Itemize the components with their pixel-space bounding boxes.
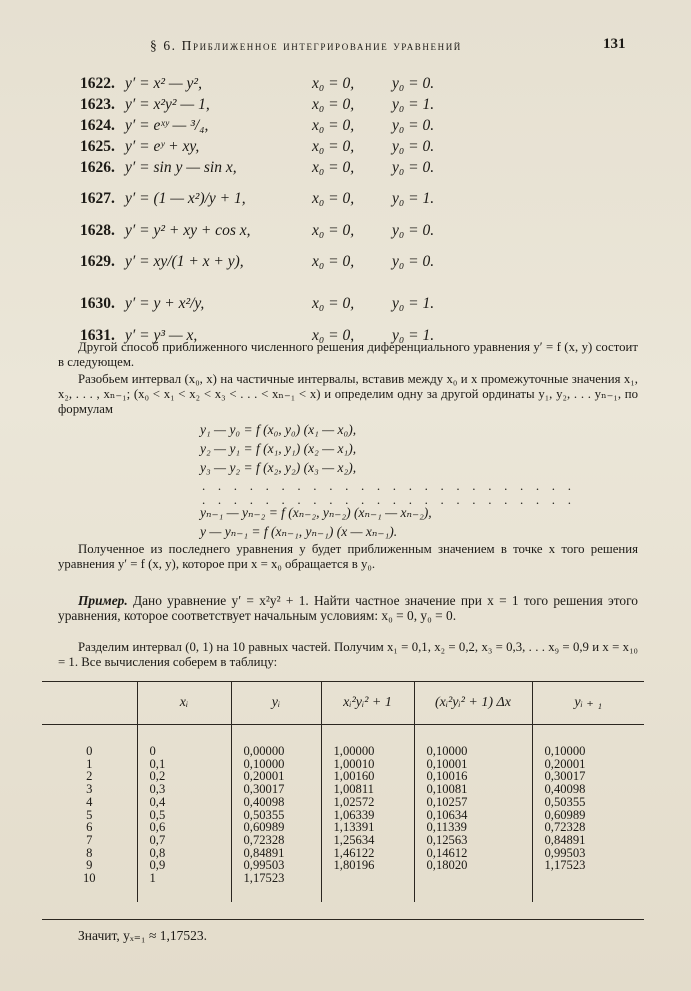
- problem-equation: y′ = eˣʸ — ³/₄,: [125, 117, 209, 134]
- table-cell: 5: [86, 807, 93, 822]
- computation-table: [42, 681, 644, 902]
- problem-number: 1622.: [80, 75, 115, 92]
- example-text: Дано уравнение y′ = x²y² + 1. Найти частное значение при x = 1 того решения этого уравнения, которое соответствует начальным условиям: x₀ = 0, y₀ = 0.: [58, 593, 638, 623]
- problem-1626: [80, 157, 500, 178]
- example-label: Пример.: [78, 593, 128, 608]
- table-cell: 0,2: [137, 770, 231, 783]
- problem-1627: [80, 178, 500, 220]
- table-cell: 0,7: [137, 834, 231, 847]
- problem-1624: [80, 115, 500, 136]
- problem-equation: y′ = y² + xy + cos x,: [125, 222, 251, 239]
- initial-y: y₀ = 0.: [392, 253, 435, 270]
- table-cell: 0,99503: [231, 859, 321, 872]
- table-cell: [414, 872, 532, 902]
- table-cell: 6: [86, 820, 93, 835]
- formula-line: yₙ₋₁ — yₙ₋₂ = f (xₙ₋₂, yₙ₋₂) (xₙ₋₁ — xₙ₋₂),: [200, 505, 432, 520]
- table-cell: 0,30017: [532, 770, 644, 783]
- initial-y: y₀ = 1.: [392, 96, 435, 113]
- table-cell: 1: [137, 872, 231, 902]
- problem-equation: y′ = x² — y²,: [125, 75, 202, 92]
- problem-equation: y′ = xy/(1 + x + y),: [125, 253, 244, 270]
- table-cell: 0,84891: [231, 847, 321, 860]
- table-row: [42, 859, 644, 872]
- problem-equation: y′ = sin y — sin x,: [125, 159, 237, 176]
- table-cell: 9: [86, 858, 93, 873]
- table-spacer: [42, 725, 644, 746]
- conclusion: Значит, yₓ₌₁ ≈ 1,17523.: [78, 928, 207, 943]
- table-row: [42, 745, 644, 758]
- table-cell: 0,50355: [532, 796, 644, 809]
- table-header-row: [42, 681, 644, 725]
- problem-1630: [80, 283, 500, 325]
- problem-equation: y′ = eʸ + xy,: [125, 138, 200, 155]
- problem-number: 1631.: [80, 327, 115, 344]
- header-y: yᵢ: [231, 681, 321, 725]
- table-cell: 0,20001: [532, 758, 644, 771]
- table-cell: 0,11339: [414, 821, 532, 834]
- table-cell: 0,40098: [532, 783, 644, 796]
- ellipsis-row: . . . . . . . . . . . . . . . . . . . . . . . .: [202, 478, 576, 493]
- table-cell: 0,12563: [414, 834, 532, 847]
- problem-1629: [80, 241, 500, 283]
- paragraph-result: Полученное из последнего уравнения y будет приближенным значением в точке x того решения уравнения y′ = f (x, y), которое при x = x₀ обращается в y₀.: [58, 542, 638, 571]
- paragraph-partition: Разобьем интервал (x₀, x) на частичные интервалы, вставив между x₀ и x промежуточные значения x₁, x₂, . . . , xₙ₋₁; (x₀ < x₁ < x₂ < x₃ < . . . < xₙ₋₁ < x) и определим одну за другой ординаты y₁, y₂, . . . yₙ₋₁, по формулам: [58, 372, 638, 416]
- initial-x: x₀ = 0,: [312, 96, 355, 113]
- table-cell: 0,60989: [231, 821, 321, 834]
- table-cell: 0,72328: [532, 821, 644, 834]
- table-cell: 10: [82, 871, 96, 886]
- table-cell: 0,10257: [414, 796, 532, 809]
- table-cell: 8: [86, 845, 93, 860]
- table-cell: 1,00811: [321, 783, 414, 796]
- table-cell: 0,20001: [231, 770, 321, 783]
- header-index: [42, 681, 137, 725]
- problem-number: 1630.: [80, 295, 115, 312]
- initial-y: y₀ = 0.: [392, 159, 435, 176]
- initial-x: x₀ = 0,: [312, 190, 355, 207]
- table-row: [42, 872, 644, 902]
- problem-number: 1628.: [80, 222, 115, 239]
- table-cell: 0,1: [137, 758, 231, 771]
- header-x: xᵢ: [137, 681, 231, 725]
- problem-equation: y′ = y³ — x,: [125, 327, 198, 344]
- table-cell: 0,30017: [231, 783, 321, 796]
- table-row: [42, 834, 644, 847]
- table-cell: 0,4: [137, 796, 231, 809]
- table-row: [42, 796, 644, 809]
- table-cell: 4: [86, 794, 93, 809]
- table-cell: 0,84891: [532, 834, 644, 847]
- table-cell: 0,40098: [231, 796, 321, 809]
- table-cell: 0: [86, 744, 93, 758]
- problem-1625: [80, 136, 500, 157]
- page-number: 131: [603, 36, 626, 52]
- table-cell: 0,00000: [231, 745, 321, 758]
- problem-equation: y′ = x²y² — 1,: [125, 96, 210, 113]
- problem-equation: y′ = (1 — x²)/y + 1,: [125, 190, 246, 207]
- formula-line: y₃ — y₂ = f (x₂, y₂) (x₃ — x₂),: [200, 460, 357, 475]
- ellipsis-row: . . . . . . . . . . . . . . . . . . . . . . . .: [202, 492, 576, 507]
- problem-number: 1629.: [80, 253, 115, 270]
- problem-list: [80, 73, 500, 346]
- formula-block: [200, 420, 356, 477]
- table-cell: 0,18020: [414, 859, 532, 872]
- table-cell: 0,8: [137, 847, 231, 860]
- table-cell: [321, 872, 414, 902]
- table-cell: 0,9: [137, 859, 231, 872]
- table-cell: 1,00000: [321, 745, 414, 758]
- initial-y: y₀ = 0.: [392, 138, 435, 155]
- problem-1622: [80, 73, 500, 94]
- initial-y: y₀ = 0.: [392, 117, 435, 134]
- table-cell: 1,17523: [231, 872, 321, 902]
- initial-x: x₀ = 0,: [312, 253, 355, 270]
- table-cell: 0,6: [137, 821, 231, 834]
- table-cell: 7: [86, 832, 93, 847]
- table-cell: 0,60989: [532, 809, 644, 822]
- table-cell: 2: [86, 769, 93, 784]
- table-cell: 0,10000: [231, 758, 321, 771]
- table-cell: 1,06339: [321, 809, 414, 822]
- table-cell: 1,00010: [321, 758, 414, 771]
- header-title: § 6. Приближенное интегрирование уравнений: [150, 38, 462, 53]
- paragraph-division: Разделим интервал (0, 1) на 10 равных частей. Получим x₁ = 0,1, x₂ = 0,2, x₃ = 0,3, . . . x₉ = 0,9 и x = x₁₀ = 1. Все вычисления соберем в таблицу:: [58, 640, 638, 669]
- initial-y: y₀ = 1.: [392, 295, 435, 312]
- table-cell: 1: [86, 756, 93, 771]
- header-y-next: yᵢ ₊ ₁: [532, 681, 644, 725]
- table-cell: [532, 872, 644, 902]
- header-f-dx: (xᵢ²yᵢ² + 1) Δx: [414, 681, 532, 725]
- initial-x: x₀ = 0,: [312, 159, 355, 176]
- table-cell: 0,50355: [231, 809, 321, 822]
- table-row: [42, 783, 644, 796]
- problem-number: 1625.: [80, 138, 115, 155]
- initial-x: x₀ = 0,: [312, 295, 355, 312]
- table-cell: 0,3: [137, 783, 231, 796]
- initial-x: x₀ = 0,: [312, 75, 355, 92]
- problem-equation: y′ = y + x²/y,: [125, 295, 205, 312]
- initial-y: y₀ = 1.: [392, 327, 435, 344]
- table-cell: 0,10001: [414, 758, 532, 771]
- table-cell: 0,5: [137, 809, 231, 822]
- initial-y: y₀ = 0.: [392, 75, 435, 92]
- table-cell: 0,14612: [414, 847, 532, 860]
- table-cell: 1,02572: [321, 796, 414, 809]
- table-cell: 0,99503: [532, 847, 644, 860]
- formula-line: y₂ — y₁ = f (x₁, y₁) (x₂ — x₁),: [200, 441, 357, 456]
- initial-x: x₀ = 0,: [312, 222, 355, 239]
- table-cell: 0,10016: [414, 770, 532, 783]
- table-cell: 0,10000: [414, 745, 532, 758]
- paragraph-method: Другой способ приближенного численного решения диференциального уравнения y′ = f (x, y) состоит в следующем.: [58, 340, 638, 369]
- table-cell: 0,10634: [414, 809, 532, 822]
- table-cell: 0: [137, 745, 231, 758]
- formula-line: y — yₙ₋₁ = f (xₙ₋₁, yₙ₋₁) (x — xₙ₋₁).: [200, 524, 398, 539]
- formula-line: y₁ — y₀ = f (x₀, y₀) (x₁ — x₀),: [200, 422, 357, 437]
- initial-y: y₀ = 1.: [392, 190, 435, 207]
- table-cell: 0,10081: [414, 783, 532, 796]
- paragraph-example: [58, 593, 638, 623]
- initial-x: x₀ = 0,: [312, 327, 355, 344]
- problem-1628: [80, 220, 500, 241]
- table-cell: 1,80196: [321, 859, 414, 872]
- problem-1623: [80, 94, 500, 115]
- initial-x: x₀ = 0,: [312, 117, 355, 134]
- table-cell: 1,46122: [321, 847, 414, 860]
- problem-number: 1626.: [80, 159, 115, 176]
- table-cell: 3: [86, 782, 93, 797]
- table-cell: 1,17523: [532, 859, 644, 872]
- formula-block-end: [200, 503, 432, 541]
- problem-number: 1623.: [80, 96, 115, 113]
- header-f: xᵢ²yᵢ² + 1: [321, 681, 414, 725]
- table-cell: 1,25634: [321, 834, 414, 847]
- table-cell: 0,72328: [231, 834, 321, 847]
- table-cell: 1,00160: [321, 770, 414, 783]
- table-cell: 0,10000: [532, 745, 644, 758]
- initial-y: y₀ = 0.: [392, 222, 435, 239]
- problem-number: 1627.: [80, 190, 115, 207]
- problem-number: 1624.: [80, 117, 115, 134]
- table-cell: 1,13391: [321, 821, 414, 834]
- running-header: [0, 36, 691, 58]
- initial-x: x₀ = 0,: [312, 138, 355, 155]
